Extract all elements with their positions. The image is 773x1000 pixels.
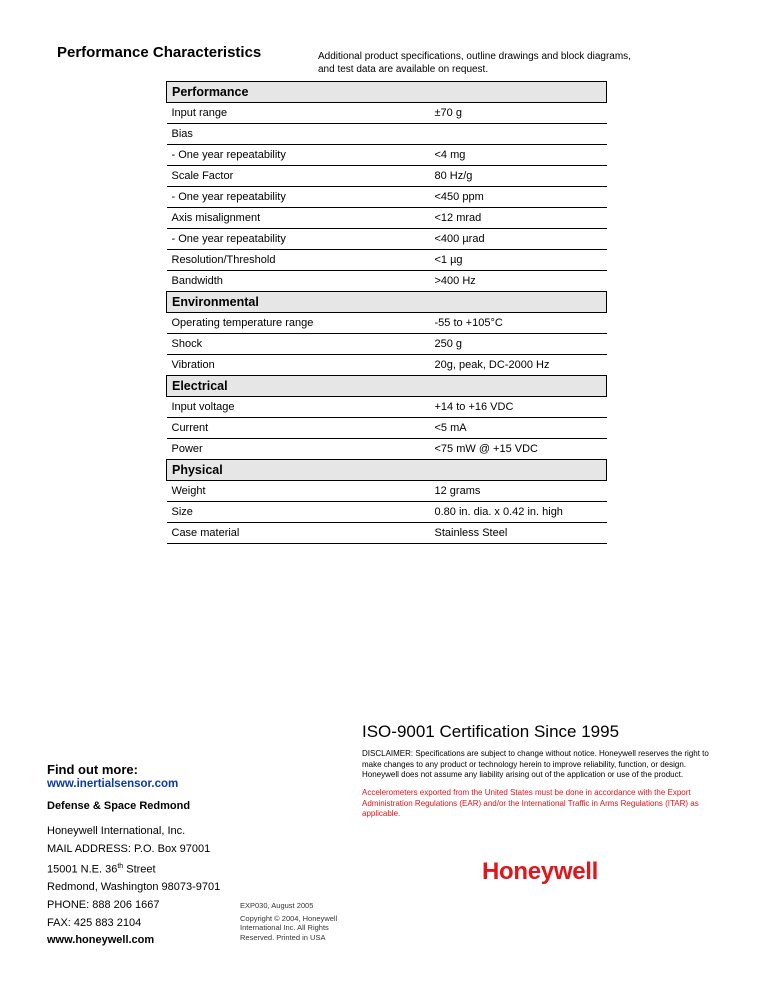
disclaimer: DISCLAIMER: Specifications are subject to change without notice. Honeywell reserves the right to make changes to any product or technology herein to improve reliability, function, or design. Honeywell does not assume any liability arising out of the application or use of the product. (362, 749, 709, 779)
document-footer (240, 901, 345, 942)
spec-value: <4 mg (430, 145, 607, 166)
page-title: Performance Characteristics (57, 44, 262, 61)
spec-value: 0.80 in. dia. x 0.42 in. high (430, 502, 607, 523)
spec-row (167, 481, 607, 502)
spec-parameter: - One year repeatability (167, 145, 430, 166)
section-header-performance: Performance (167, 82, 607, 103)
spec-parameter: Bandwidth (167, 271, 430, 292)
section-header-physical: Physical (167, 460, 607, 481)
spec-row (167, 271, 607, 292)
iso-certification: ISO-9001 Certification Since 1995 (362, 722, 620, 741)
spec-value: >400 Hz (430, 271, 607, 292)
spec-row (167, 439, 607, 460)
spec-parameter: Axis misalignment (167, 208, 430, 229)
spec-value: 80 Hz/g (430, 166, 607, 187)
spec-parameter: Shock (167, 334, 430, 355)
spec-value: <450 ppm (430, 187, 607, 208)
spec-parameter: - One year repeatability (167, 229, 430, 250)
spec-parameter: Current (167, 418, 430, 439)
spec-parameter: Resolution/Threshold (167, 250, 430, 271)
spec-value: 250 g (430, 334, 607, 355)
spec-parameter: Case material (167, 523, 430, 544)
spec-parameter: Input voltage (167, 397, 430, 418)
spec-value: +14 to +16 VDC (430, 397, 607, 418)
honeywell-logo: Honeywell (482, 858, 598, 885)
spec-parameter: Scale Factor (167, 166, 430, 187)
copyright-notice: Copyright © 2004, Honeywell International Inc. All Rights Reserved. Printed in USA (240, 913, 338, 942)
spec-table (166, 81, 607, 544)
spec-row (167, 229, 607, 250)
spec-row (167, 313, 607, 334)
spec-row (167, 187, 607, 208)
city-address: Redmond, Washington 98073-9701 (47, 881, 221, 894)
header-note: Additional product specifications, outline drawings and block diagrams, and test data are available on request. (318, 51, 631, 75)
spec-row (167, 334, 607, 355)
address-block (47, 823, 220, 950)
company-name: Honeywell International, Inc. (47, 825, 186, 837)
fax-number: FAX: 425 883 2104 (47, 916, 142, 929)
spec-row (167, 124, 607, 145)
spec-parameter: Power (167, 439, 430, 460)
spec-value: <75 mW @ +15 VDC (430, 439, 607, 460)
export-notice: Accelerometers exported from the United States must be done in accordance with the Export Administration Regulations (EAR) and/or the International Traffic in Arms Regulations (ITAR) as applicable. (362, 788, 699, 818)
website-link[interactable]: www.inertialsensor.com (47, 778, 179, 790)
spec-value: Stainless Steel (430, 523, 607, 544)
spec-row (167, 103, 607, 124)
spec-value: <5 mA (430, 418, 607, 439)
section-header-electrical: Electrical (167, 376, 607, 397)
document-id: EXP030, August 2005 (240, 901, 314, 910)
department-name: Defense & Space Redmond (47, 800, 191, 812)
spec-value: 12 grams (430, 481, 607, 502)
spec-row (167, 166, 607, 187)
phone-number: PHONE: 888 206 1667 (47, 899, 160, 912)
spec-value: ±70 g (430, 103, 607, 124)
spec-row (167, 502, 607, 523)
mail-address: MAIL ADDRESS: P.O. Box 97001 (47, 842, 211, 855)
spec-value: <400 µrad (430, 229, 607, 250)
honeywell-website-link[interactable]: www.honeywell.com (47, 934, 155, 947)
spec-value: <1 µg (430, 250, 607, 271)
find-out-more-heading: Find out more: (47, 762, 138, 777)
spec-row (167, 397, 607, 418)
spec-parameter: Vibration (167, 355, 430, 376)
spec-row (167, 145, 607, 166)
spec-value: <12 mrad (430, 208, 607, 229)
spec-row (167, 355, 607, 376)
spec-parameter: Input range (167, 103, 430, 124)
spec-parameter: Size (167, 502, 430, 523)
spec-parameter: Weight (167, 481, 430, 502)
spec-parameter: Operating temperature range (167, 313, 430, 334)
spec-value (430, 124, 607, 145)
spec-row (167, 523, 607, 544)
section-header-environmental: Environmental (167, 292, 607, 313)
street-address: 15001 N.E. 36th Street (47, 863, 156, 876)
spec-parameter: Bias (167, 124, 430, 145)
spec-parameter: - One year repeatability (167, 187, 430, 208)
spec-row (167, 250, 607, 271)
spec-value: 20g, peak, DC-2000 Hz (430, 355, 607, 376)
spec-row (167, 418, 607, 439)
spec-value: -55 to +105°C (430, 313, 607, 334)
spec-row (167, 208, 607, 229)
